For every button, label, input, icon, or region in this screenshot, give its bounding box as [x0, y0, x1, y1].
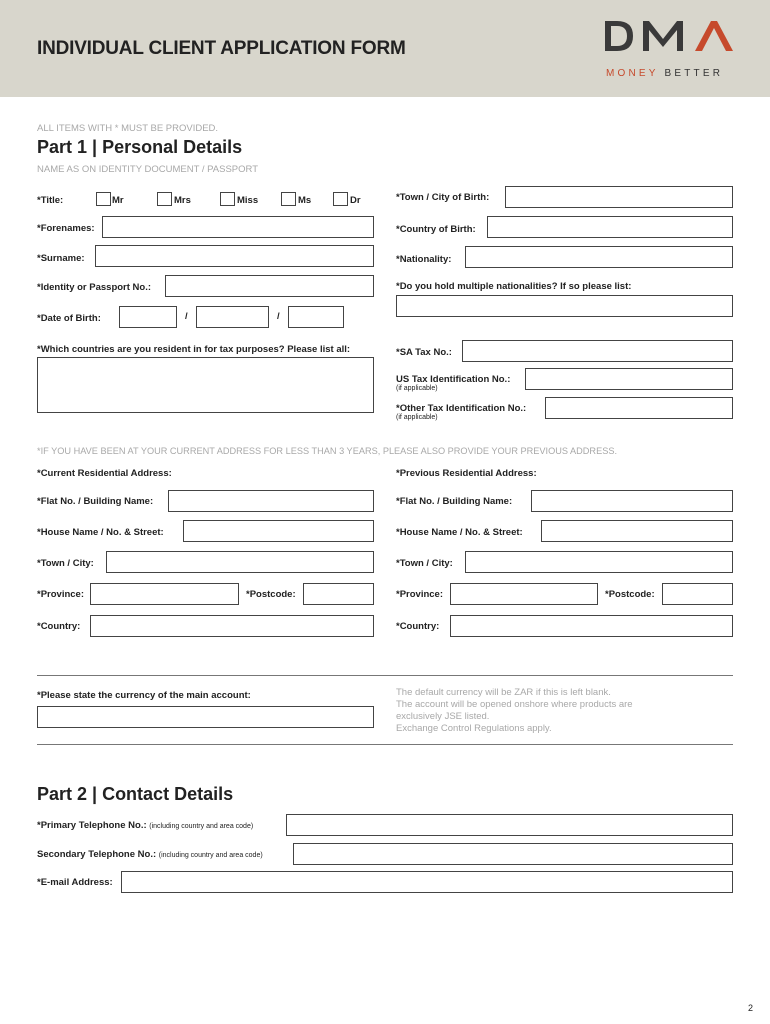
nationality-label: *Nationality:	[396, 254, 452, 265]
title-mr-label: Mr	[112, 195, 124, 206]
us-tax-label: US Tax Identification No.:	[396, 374, 511, 385]
country-birth-label: *Country of Birth:	[396, 224, 476, 235]
currency-info-3: exclusively JSE listed.	[396, 711, 490, 722]
primary-tel-label-text: *Primary Telephone No.:	[37, 820, 147, 831]
title-miss-label: Miss	[237, 195, 259, 206]
town-birth-field[interactable]	[505, 186, 733, 208]
country-birth-field[interactable]	[487, 216, 733, 238]
currency-bottom-rule	[37, 744, 733, 745]
title-mrs-checkbox[interactable]	[157, 192, 172, 206]
primary-tel-label	[37, 820, 253, 831]
other-tax-field[interactable]	[545, 397, 733, 419]
secondary-tel-field[interactable]	[293, 843, 733, 865]
current-postcode-field[interactable]	[303, 583, 374, 605]
previous-province-field[interactable]	[450, 583, 598, 605]
id-no-label: *Identity or Passport No.:	[37, 282, 152, 293]
previous-street-field[interactable]	[541, 520, 733, 542]
previous-country-field[interactable]	[450, 615, 733, 637]
dob-month-field[interactable]	[196, 306, 269, 328]
current-flat-label: *Flat No. / Building Name:	[37, 496, 154, 507]
town-birth-label: *Town / City of Birth:	[396, 192, 490, 203]
previous-country-label: *Country:	[396, 621, 440, 632]
current-province-field[interactable]	[90, 583, 239, 605]
forenames-label: *Forenames:	[37, 223, 95, 234]
other-tax-label: *Other Tax Identification No.:	[396, 403, 527, 414]
title-ms-label: Ms	[298, 195, 312, 206]
email-label: *E-mail Address:	[37, 877, 113, 888]
previous-town-field[interactable]	[465, 551, 733, 573]
secondary-tel-label-text: Secondary Telephone No.:	[37, 849, 157, 860]
current-address-heading: *Current Residential Address:	[37, 468, 172, 479]
secondary-tel-label	[37, 849, 263, 860]
part1-heading: Part 1 | Personal Details	[37, 137, 243, 157]
primary-tel-field[interactable]	[286, 814, 733, 836]
currency-field[interactable]	[37, 706, 374, 728]
required-note: ALL ITEMS WITH * MUST BE PROVIDED.	[37, 123, 219, 134]
title-mrs-label: Mrs	[174, 195, 191, 206]
page-number: 2	[748, 1003, 754, 1013]
name-note: NAME AS ON IDENTITY DOCUMENT / PASSPORT	[37, 164, 259, 175]
other-tax-applicable: (if applicable)	[396, 414, 438, 421]
tax-countries-field[interactable]	[37, 357, 374, 413]
currency-label: *Please state the currency of the main account:	[37, 690, 251, 701]
previous-postcode-label: *Postcode:	[605, 589, 655, 600]
surname-label: *Surname:	[37, 253, 85, 264]
title-dr-label: Dr	[350, 195, 361, 206]
surname-field[interactable]	[95, 245, 374, 267]
currency-info-1: The default currency will be ZAR if this is left blank.	[396, 687, 611, 698]
forenames-field[interactable]	[102, 216, 374, 238]
title-label: *Title:	[37, 195, 64, 206]
current-town-label: *Town / City:	[37, 558, 94, 569]
email-field[interactable]	[121, 871, 733, 893]
dma-logo	[603, 17, 738, 55]
currency-info-2: The account will be opened onshore where products are	[396, 699, 633, 710]
us-tax-field[interactable]	[525, 368, 733, 390]
dob-year-field[interactable]	[288, 306, 344, 328]
id-no-field[interactable]	[165, 275, 374, 297]
previous-flat-label: *Flat No. / Building Name:	[396, 496, 513, 507]
dob-day-field[interactable]	[119, 306, 177, 328]
current-country-label: *Country:	[37, 621, 81, 632]
dob-sep-1: /	[185, 311, 188, 322]
current-street-label: *House Name / No. & Street:	[37, 527, 164, 538]
title-dr-checkbox[interactable]	[333, 192, 348, 206]
dob-label: *Date of Birth:	[37, 313, 101, 324]
current-flat-field[interactable]	[168, 490, 374, 512]
title-miss-checkbox[interactable]	[220, 192, 235, 206]
previous-town-label: *Town / City:	[396, 558, 453, 569]
tagline-better: BETTER	[664, 68, 724, 79]
part2-heading: Part 2 | Contact Details	[37, 784, 234, 804]
form-title: INDIVIDUAL CLIENT APPLICATION FORM	[37, 38, 406, 59]
multi-nationality-field[interactable]	[396, 295, 733, 317]
title-mr-checkbox[interactable]	[96, 192, 111, 206]
current-province-label: *Province:	[37, 589, 84, 600]
currency-info-4: Exchange Control Regulations apply.	[396, 723, 552, 734]
logo-tagline	[606, 68, 723, 79]
tax-countries-label: *Which countries are you resident in for tax purposes? Please list all:	[37, 344, 351, 355]
title-ms-checkbox[interactable]	[281, 192, 296, 206]
multi-nationality-label: *Do you hold multiple nationalities? If so please list:	[396, 281, 632, 292]
currency-top-rule	[37, 675, 733, 676]
current-street-field[interactable]	[183, 520, 374, 542]
current-town-field[interactable]	[106, 551, 374, 573]
sa-tax-field[interactable]	[462, 340, 733, 362]
secondary-tel-hint: (including country and area code)	[158, 852, 263, 859]
previous-flat-field[interactable]	[531, 490, 733, 512]
current-postcode-label: *Postcode:	[246, 589, 296, 600]
current-country-field[interactable]	[90, 615, 374, 637]
primary-tel-hint: (including country and area code)	[149, 823, 254, 830]
previous-street-label: *House Name / No. & Street:	[396, 527, 523, 538]
sa-tax-label: *SA Tax No.:	[396, 347, 452, 358]
us-tax-applicable: (if applicable)	[396, 385, 438, 392]
previous-province-label: *Province:	[396, 589, 443, 600]
nationality-field[interactable]	[465, 246, 733, 268]
tagline-money: MONEY	[606, 68, 659, 79]
dob-sep-2: /	[277, 311, 280, 322]
previous-address-heading: *Previous Residential Address:	[396, 468, 537, 479]
address-note: *IF YOU HAVE BEEN AT YOUR CURRENT ADDRESS FOR LESS THAN 3 YEARS, PLEASE ALSO PROVIDE YOUR PREVIOUS ADDRESS.	[37, 446, 618, 456]
previous-postcode-field[interactable]	[662, 583, 733, 605]
